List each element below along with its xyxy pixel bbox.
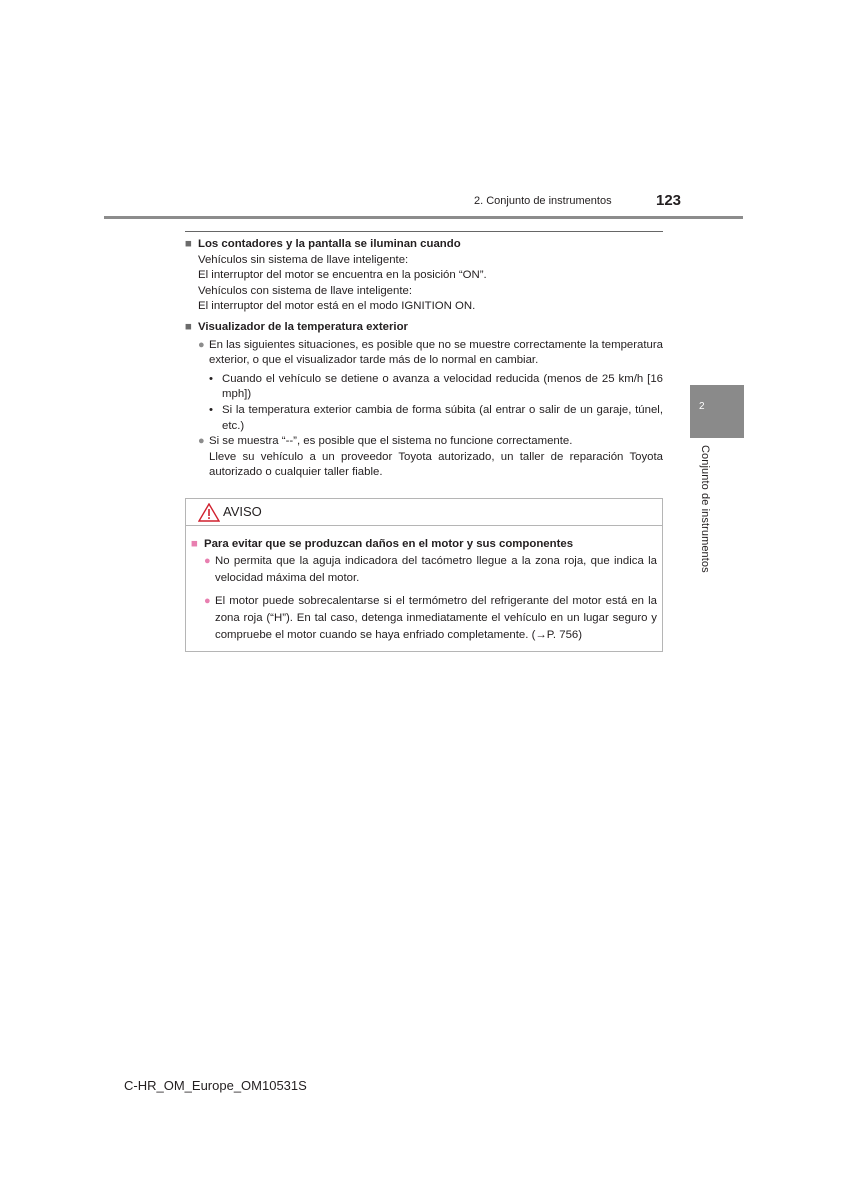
content-top-rule <box>185 231 663 232</box>
main-content <box>185 237 663 481</box>
list-item-line: Lleve su vehículo a un proveedor Toyota autorizado, un taller de reparación Toyota autorizado o cualquier taller fiable. <box>209 450 663 479</box>
warning-body <box>186 526 662 644</box>
section-heading-text: Visualizador de la temperatura exterior <box>198 320 408 333</box>
dot-bullet-icon: • <box>209 372 213 385</box>
sub-list-item <box>185 372 663 403</box>
warning-list-item-text: No permita que la aguja indicadora del tacómetro llegue a la zona roja, que indica la velocidad máxima del motor. <box>215 555 657 584</box>
paragraph-line: El interruptor del motor se encuentra en la posición “ON”. <box>198 269 487 282</box>
sub-list-item-text: Si la temperatura exterior cambia de forma súbita (al entrar o salir de un garaje, túnel, etc.) <box>222 403 663 432</box>
warning-heading-text: Para evitar que se produzcan daños en el motor y sus componentes <box>204 538 574 550</box>
warning-list-item <box>191 553 657 587</box>
circle-bullet-icon: ● <box>198 435 205 448</box>
paragraph-line: Vehículos con sistema de llave inteligente: <box>198 284 413 297</box>
square-bullet-icon: ■ <box>191 538 198 550</box>
circle-bullet-icon: ● <box>204 595 211 607</box>
section-heading-illumination <box>185 237 663 253</box>
list-item-text <box>209 434 663 481</box>
square-bullet-icon: ■ <box>185 320 192 333</box>
running-header-section: 2. Conjunto de instrumentos <box>474 195 612 207</box>
dot-bullet-icon: • <box>209 403 213 416</box>
section-heading-text: Los contadores y la pantalla se iluminan cuando <box>198 238 461 250</box>
warning-list-item-text: El motor puede sobrecalentarse si el termómetro del refrigerante del motor está en la zona roja (“H”). En tal caso, detenga inmediatamente el vehículo en un lugar seguro y compruebe el motor cuando se haya enfriado completamente. (→P. 756) <box>215 595 657 641</box>
circle-bullet-icon: ● <box>204 555 211 567</box>
sub-list-item <box>185 403 663 434</box>
section-heading-temperature <box>185 320 663 336</box>
header-rule <box>104 216 743 219</box>
square-bullet-icon: ■ <box>185 238 192 250</box>
circle-bullet-icon: ● <box>198 338 205 351</box>
list-item <box>185 434 663 481</box>
warning-heading <box>191 536 657 553</box>
warning-box <box>185 498 663 652</box>
list-item-text: En las siguientes situaciones, es posible que no se muestre correctamente la temperatura exterior, o que el visualizador tarde más de lo normal en cambiar. <box>209 338 663 367</box>
page-number: 123 <box>656 192 682 209</box>
paragraph-line: Vehículos sin sistema de llave inteligente: <box>198 253 409 266</box>
warning-header <box>186 499 662 526</box>
paragraph-line: El interruptor del motor está en el modo IGNITION ON. <box>198 300 476 313</box>
warning-list-item <box>191 593 657 644</box>
chapter-tab-number: 2 <box>699 401 705 412</box>
warning-triangle-icon <box>198 503 220 527</box>
chapter-tab-label: Conjunto de instrumentos <box>699 445 711 573</box>
sub-list-item-text: Cuando el vehículo se detiene o avanza a velocidad reducida (menos de 25 km/h [16 mph]) <box>222 372 663 401</box>
list-item <box>185 338 663 369</box>
document-code: C-HR_OM_Europe_OM10531S <box>124 1078 307 1093</box>
warning-label: AVISO <box>223 504 262 519</box>
list-item-line: Si se muestra “--”, es posible que el sistema no funcione correctamente. <box>209 435 573 448</box>
